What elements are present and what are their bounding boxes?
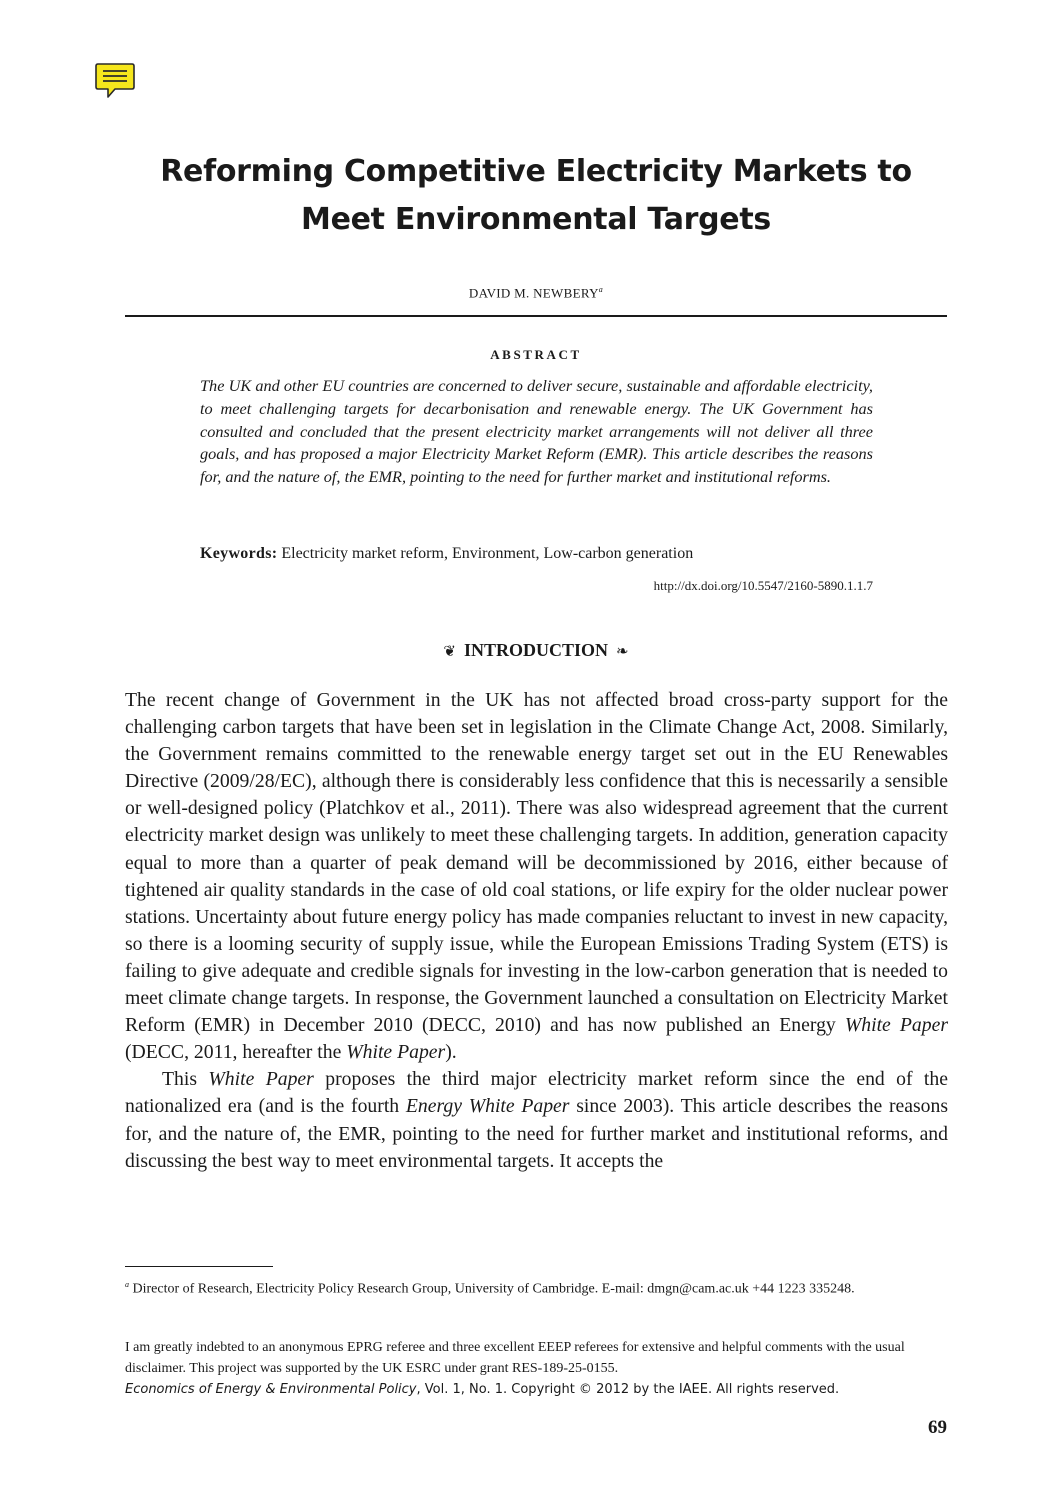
article-title: [125, 148, 947, 244]
journal-citation: [125, 1382, 947, 1397]
paragraph-1-mid: (DECC, 2011, hereafter the: [125, 1041, 347, 1064]
title-line-1: Reforming Competitive Electricity Markets to: [160, 154, 912, 189]
title-divider: [125, 315, 947, 317]
paragraph-2-italic-1: White Paper: [208, 1068, 314, 1091]
author-footnote-marker: a: [598, 285, 604, 294]
keywords: [200, 545, 873, 563]
ornament-left-icon: ❦: [443, 644, 456, 660]
footnote-text: Director of Research, Electricity Policy Research Group, University of Cambridge. E-mail: dmgn@cam.ac.uk +44 1223 335248.: [129, 1281, 855, 1297]
footnote-a: [125, 1274, 947, 1300]
author-line: [125, 285, 947, 301]
page-number: 69: [928, 1417, 947, 1438]
footnote-divider: [125, 1266, 273, 1267]
journal-name: Economics of Energy & Environmental Policy: [125, 1382, 417, 1397]
section-heading-text: INTRODUCTION: [463, 640, 609, 660]
section-heading-introduction: [125, 640, 947, 661]
paragraph-1-italic-2: White Paper: [346, 1041, 446, 1064]
doi-link[interactable]: http://dx.doi.org/10.5547/2160-5890.1.1.7: [653, 578, 873, 593]
paragraph-1-end: ).: [445, 1041, 457, 1064]
acknowledgement: I am greatly indebted to an anonymous EPRG referee and three excellent EEEP referees for extensive and helpful comments with the usual disclaimer. This project was supported by the UK ESRC under grant RES-189-25-0155.: [125, 1340, 905, 1376]
paragraph-1: [125, 687, 948, 1066]
abstract-heading: ABSTRACT: [490, 347, 582, 362]
paragraph-2-end: since 2003). This article describes the reasons for, and the nature of, the EMR, pointing to the need for further market and institutional reforms, and discussing the best way to meet environmental targets. It accepts the: [125, 1095, 948, 1172]
abstract-text: The UK and other EU countries are concerned to deliver secure, sustainable and affordable electricity, to meet challenging targets for decarbonisation and renewable energy. The UK Government has consulted and concluded that the present electricity market arrangements will not deliver all three goals, and has proposed a major Electricity Market Reform (EMR). This article describes the reasons for, and the nature of, the EMR, pointing to the need for further market and institutional reforms.: [200, 376, 873, 487]
citation-rest: , Vol. 1, No. 1. Copyright © 2012 by the IAEE. All rights reserved.: [416, 1382, 840, 1397]
paragraph-2-mid: proposes the third major electricity market reform since the end of the nationalized era (and is the fourth: [125, 1068, 948, 1118]
title-line-2: Meet Environmental Targets: [301, 202, 771, 237]
keywords-label: Keywords:: [200, 545, 278, 562]
paragraph-2-italic-2: Energy White Paper: [405, 1095, 570, 1118]
paragraph-1-text: The recent change of Government in the UK has not affected broad cross-party support for the challenging carbon targets that have been set in legislation in the Climate Change Act, 2008. Similarly, the Government remains committed to the renewable energy target set out in the EU Renewables Directive (2009/28/EC), although there is considerably less confidence that this is necessarily a sensible or well-designed policy (Platchkov et al., 2011). There was also widespread agreement that the current electricity market design was unlikely to meet these challenging targets. In addition, generation capacity equal to more than a quarter of peak demand will be decommissioned by 2016, either because of tightened air quality standards in the case of old coal stations, or life expiry for the older nuclear power stations. Uncertainty about future energy policy has made companies reluctant to invest in new capacity, so there is a looming security of supply issue, while the European Emissions Trading System (ETS) is failing to give adequate and credible signals for investing in the low-carbon generation that is needed to meet climate change targets. In response, the Government launched a consultation on Electricity Market Reform (EMR) in December 2010 (DECC, 2010) and has now published an Energy: [125, 689, 948, 1037]
paragraph-1-italic-1: White Paper: [844, 1014, 948, 1037]
ornament-right-icon: ❧: [616, 644, 629, 660]
body-text: [125, 687, 948, 1175]
paragraph-2-start: This: [162, 1068, 209, 1091]
paragraph-2: [125, 1066, 948, 1174]
footnote-marker: a: [125, 1280, 129, 1289]
sticky-note-icon[interactable]: [95, 62, 135, 100]
keywords-text: Electricity market reform, Environment, Low-carbon generation: [281, 545, 694, 562]
author-name: DAVID M. NEWBERY: [468, 285, 599, 301]
